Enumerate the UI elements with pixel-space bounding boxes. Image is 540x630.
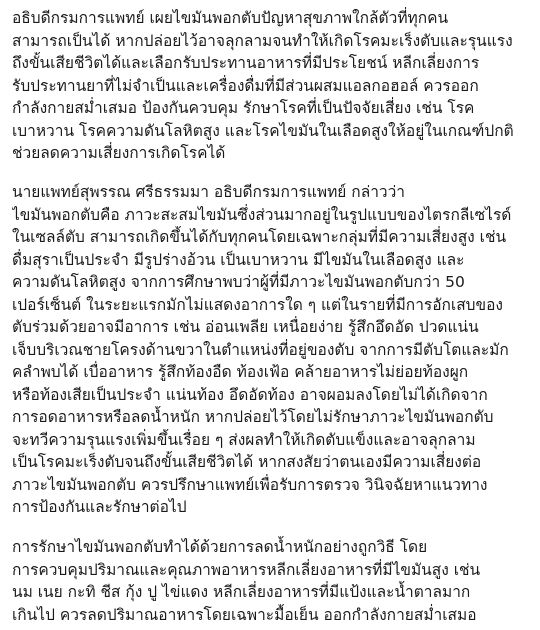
text-line: อธิบดีกรมการแพทย์ เผยไขมันพอกตับปัญหาสุขภาพใกล้ตัวที่ทุกคน	[12, 9, 449, 27]
text-line: รับประทานยาที่ไม่จำเป็นและเครื่องดื่มที่มีส่วนผสมแอลกอฮอล์ ควรออก	[12, 76, 479, 95]
text-line: เจ็บบริเวณชายโครงด้านขวาในตำแหน่งที่อยู่ของตับ จากการมีตับโตและมัก	[12, 340, 509, 359]
text-line: สามารถเป็นได้ หากปล่อยไว้อาจลุกลามจนทำให้เกิดโรคมะเร็งตับและรุนแรง	[12, 31, 513, 50]
text-line: คลำพบได้ เบื่ออาหาร รู้สึกท้องอืด ท้องเฟ้อ คล้ายอาหารไม่ย่อยท้องผูก	[12, 363, 469, 381]
text-line: เปอร์เซ็นต์ ในระยะแรกมักไม่แสดงอาการใด ๆ แต่ในรายที่มีการอักเสบของ	[12, 295, 503, 314]
text-line: ภาวะไขมันพอกตับ ควรปรึกษาแพทย์เพื่อรับการตรวจ วินิจฉัยหาแนวทาง	[12, 475, 488, 494]
text-line: การรักษาไขมันพอกตับทำได้ด้วยการลดน้ำหนักอย่างถูกวิธี โดย	[12, 538, 428, 556]
text-line: นายแพทย์สุพรรณ ศรีธรรมมา อธิบดีกรมการแพทย์ กล่าวว่า	[12, 183, 406, 201]
text-line: เบาหวาน โรคความดันโลหิตสูง และโรคไขมันในเลือดสูงให้อยู่ในเกณฑ์ปกติ	[12, 121, 514, 140]
paragraph-3	[12, 536, 532, 626]
paragraph-1	[12, 7, 532, 165]
text-line: กำลังกายสม่ำเสมอ ป้องกันควบคุม รักษาโรคที่เป็นปัจจัยเสี่ยง เช่น โรค	[12, 99, 475, 117]
text-line: จะทวีความรุนแรงเพิ่มขึ้นเรื่อย ๆ ส่งผลทำให้เกิดตับแข็งและอาจลุกลาม	[12, 430, 476, 449]
text-line: ความดันโลหิตสูง จากการศึกษาพบว่าผู้ที่มีภาวะไขมันพอกตับกว่า 50	[12, 273, 465, 291]
text-line: ในเซลล์ตับ สามารถเกิดขึ้นได้กับทุกคนโดยเฉพาะกลุ่มที่มีความเสี่ยงสูง เช่น	[12, 228, 507, 246]
text-line: ถึงขั้นเสียชีวิตได้และเลือกรับประทานอาหารที่มีประโยชน์ หลีกเลี่ยงการ	[12, 54, 480, 72]
paragraph-2	[12, 181, 532, 519]
text-line: ช่วยลดความเสี่ยงการเกิดโรคได้	[12, 144, 226, 162]
text-line: ดื่มสุราเป็นประจำ มีรูปร่างอ้วน เป็นเบาหวาน มีไขมันในเลือดสูง และ	[12, 250, 465, 269]
text-line: การควบคุมปริมาณและคุณภาพอาหารหลีกเลี่ยงอาหารที่มีไขมันสูง เช่น	[12, 560, 481, 579]
text-line: การอดอาหารหรือลดน้ำหนัก หากปล่อยไว้โดยไม่รักษาภาวะไขมันพอกตับ	[12, 408, 494, 426]
text-line: เกินไป ควรลดปริมาณอาหารโดยเฉพาะมื้อเย็น ออกกำลังกายสม่ำเสมอ	[12, 605, 477, 624]
text-line: เป็นโรคมะเร็งตับจนถึงขั้นเสียชีวิตได้ หากสงสัยว่าตนเองมีความเสี่ยงต่อ	[12, 453, 482, 471]
text-line: ไขมันพอกตับคือ ภาวะสะสมไขมันซึ่งส่วนมากอยู่ในรูปแบบของไตรกลีเซไรด์	[12, 205, 512, 224]
text-line: ตับร่วมด้วยอาจมีอาการ เช่น อ่อนเพลีย เหนื่อยง่าย รู้สึกอึดอัด ปวดแน่น	[12, 318, 479, 336]
text-line: นม เนย กะทิ ชีส กุ้ง ปู ไข่แดง หลีกเลี่ยงอาหารที่มีแป้งและน้ำตาลมาก	[12, 583, 471, 601]
text-line: หรือท้องเสียเป็นประจำ แน่นท้อง อึดอัดท้อง อาจผอมลงโดยไม่ได้เกิดจาก	[12, 385, 488, 404]
text-line: การป้องกันและรักษาต่อไป	[12, 498, 187, 516]
